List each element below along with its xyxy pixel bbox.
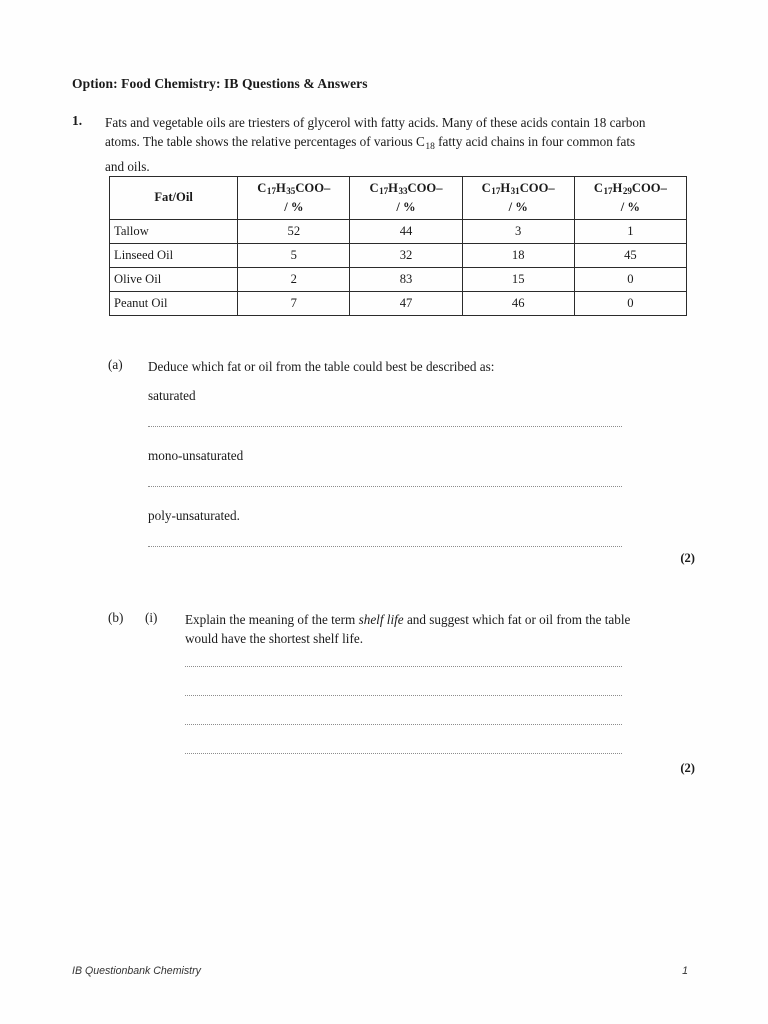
cell-peanut-c17h29: 0 [574, 292, 686, 316]
formula-suffix: COO– [295, 180, 331, 195]
part-b-term-shelf-life: shelf life [358, 612, 404, 627]
table-row [110, 292, 687, 316]
answer-line-b-1[interactable] [185, 665, 622, 667]
row-label-olive-oil: Olive Oil [110, 268, 238, 292]
part-b-prompt-before: Explain the meaning of the term [185, 612, 359, 627]
table-row [110, 244, 687, 268]
question-stem-subscript: 18 [425, 141, 435, 152]
part-b-label: (b) [108, 610, 124, 625]
table-body [110, 220, 687, 316]
cell-tallow-c17h31: 3 [462, 220, 574, 244]
formula-sub2: 35 [286, 186, 296, 197]
row-label-tallow: Tallow [110, 220, 238, 244]
question-stem-part2: fatty acid chains in four common fats and oils. [105, 134, 636, 174]
cell-tallow-c17h33: 44 [350, 220, 462, 244]
answer-line-b-3[interactable] [185, 723, 622, 725]
part-b-prompt-after: and suggest which fat or oil from the table would have the shortest shelf life. [185, 612, 631, 646]
table-header-row [110, 177, 687, 220]
part-b-prompt [185, 610, 633, 648]
table-header [110, 177, 687, 220]
cell-olive-c17h29: 0 [574, 268, 686, 292]
table-header-c17h35 [238, 177, 350, 220]
formula-c17h31coo [463, 181, 574, 200]
part-a-item-saturated: saturated [148, 388, 196, 403]
footer-page-number: 1 [682, 965, 688, 977]
formula-c17h29coo [575, 181, 686, 200]
table-header-c17h33 [350, 177, 462, 220]
marks-part-a: (2) [680, 551, 695, 565]
marks-part-b: (2) [680, 761, 695, 775]
cell-olive-c17h33: 83 [350, 268, 462, 292]
formula-sub1: 17 [491, 186, 501, 197]
table-row [110, 268, 687, 292]
unit-percent: / % [284, 199, 304, 214]
table-header-c17h31 [462, 177, 574, 220]
formula-suffix: COO– [631, 180, 667, 195]
formula-prefix: C [593, 180, 603, 195]
cell-peanut-c17h31: 46 [462, 292, 574, 316]
table-header-c17h29 [574, 177, 686, 220]
fatty-acid-table [109, 176, 687, 316]
answer-line-b-4[interactable] [185, 752, 622, 754]
question-stem-part1: Fats and vegetable oils are triesters of glycerol with fatty acids. Many of these acids contain 18 carbon atoms. The table shows the relative percentages of various C [105, 115, 646, 149]
part-a-prompt: Deduce which fat or oil from the table could best be described as: [148, 359, 495, 374]
formula-mid: H [275, 180, 286, 195]
cell-peanut-c17h35: 7 [238, 292, 350, 316]
formula-mid: H [388, 180, 398, 195]
formula-sub1: 17 [379, 186, 389, 197]
formula-prefix: C [481, 180, 491, 195]
formula-sub2: 29 [622, 186, 632, 197]
answer-line-saturated[interactable] [148, 425, 622, 427]
part-b-roman-i-label: (i) [145, 610, 158, 625]
cell-peanut-c17h33: 47 [350, 292, 462, 316]
cell-linseed-c17h33: 32 [350, 244, 462, 268]
cell-olive-c17h31: 15 [462, 268, 574, 292]
formula-sub1: 17 [266, 186, 276, 197]
cell-tallow-c17h35: 52 [238, 220, 350, 244]
question-stem [105, 113, 657, 176]
formula-prefix: C [369, 180, 379, 195]
formula-sub1: 17 [603, 186, 613, 197]
cell-linseed-c17h35: 5 [238, 244, 350, 268]
answer-line-poly-unsaturated[interactable] [148, 545, 622, 547]
formula-mid: H [612, 180, 623, 195]
page-title: Option: Food Chemistry: IB Questions & Answers [72, 76, 368, 91]
part-a-label: (a) [108, 357, 123, 372]
part-a-item-mono-unsaturated: mono-unsaturated [148, 448, 244, 463]
table-row [110, 220, 687, 244]
cell-linseed-c17h31: 18 [462, 244, 574, 268]
unit-percent: / % [620, 199, 641, 214]
row-label-linseed-oil: Linseed Oil [110, 244, 238, 268]
footer-source: IB Questionbank Chemistry [72, 965, 201, 977]
cell-tallow-c17h29: 1 [574, 220, 686, 244]
table-header-fat-oil-label: Fat/Oil [154, 190, 193, 205]
formula-c17h33coo [350, 181, 461, 200]
answer-line-mono-unsaturated[interactable] [148, 485, 622, 487]
formula-mid: H [500, 180, 511, 195]
formula-prefix: C [257, 180, 267, 195]
part-a-item-poly-unsaturated: poly-unsaturated. [148, 508, 240, 523]
formula-sub2: 33 [398, 186, 408, 197]
answer-line-b-2[interactable] [185, 694, 622, 696]
unit-percent: / % [396, 199, 416, 214]
table-header-fat-oil [110, 177, 238, 220]
cell-olive-c17h35: 2 [238, 268, 350, 292]
formula-suffix: COO– [519, 180, 555, 195]
unit-percent: / % [508, 199, 528, 214]
formula-c17h35coo [238, 181, 349, 200]
cell-linseed-c17h29: 45 [574, 244, 686, 268]
row-label-peanut-oil: Peanut Oil [110, 292, 238, 316]
formula-sub2: 31 [510, 186, 520, 197]
formula-suffix: COO– [407, 180, 443, 195]
question-number: 1. [72, 113, 83, 128]
